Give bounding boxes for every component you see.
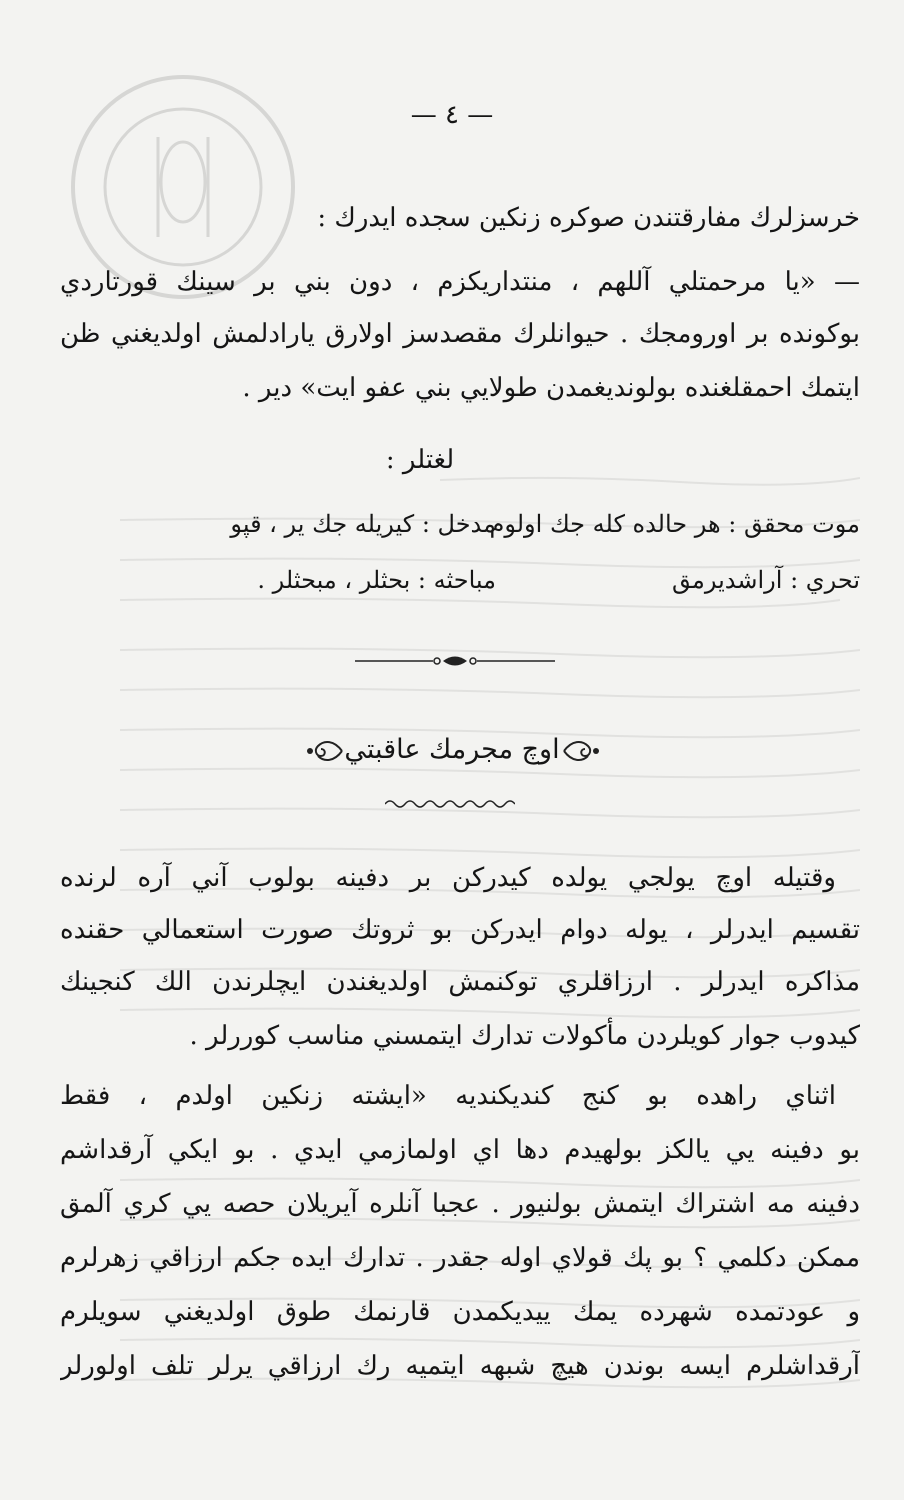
glossary-definition: بحثلر ، مبحثلر . (257, 566, 411, 594)
text-line: دفينه مه اشتراك ايتمش بولنيور . عجبا آنلره آيريلان حصه يي كري آلمق (60, 1189, 860, 1219)
page-number: — ٤ — (410, 100, 494, 130)
text-line: خرسزلرك مفارقتندن صوكره زنكين سجده ايدرك : (317, 203, 860, 233)
glossary-entry (489, 506, 860, 542)
text-line: مذاكره ايدرلر . ارزاقلري توكنمش اولديغندن ايچلرندن الك كنجينك (60, 967, 860, 997)
glossary-entry (672, 562, 860, 598)
glossary-definition: هر حالده كله جك اولوم (489, 510, 721, 538)
text-line: ممكن دكلمي ؟ بو پك قولاي اوله جقدر . تدارك ايده جكم ارزاقي زهرلرم (60, 1243, 860, 1273)
text-line: تقسيم ايدرلر ، يوله دوام ايدركن بو ثروتك صورت استعمالي حقنده (60, 915, 860, 945)
section-title: اوچ مجرمك عاقبتي (344, 734, 560, 765)
text-line: اثناي راهده بو كنج كنديكنديه «ايشته زنكين اولدم ، فقط (60, 1081, 836, 1111)
glossary-entry (230, 506, 496, 542)
wavy-underline-icon (385, 798, 515, 810)
text-line: وقتيله اوچ يولجي يولده كيدركن بر دفينه بولوب آني آره لرنده (60, 863, 836, 893)
text-line: و عودتمده شهرده يمك ييديكمدن قارنمك طوق اولديغني سويلرم (60, 1297, 860, 1327)
ornamental-divider-icon (355, 650, 555, 672)
glossary-term: موت محقق : (721, 510, 860, 538)
glossary-term: مدخل : (414, 510, 496, 538)
text-line: بوكونده بر اورومجك . حيوانلرك مقصدسز اولارق يارادلمش اولديغني ظن (60, 319, 860, 349)
glossary-definition: كيريله جك ير ، قپو (230, 510, 415, 538)
glossary-term: تحري : (782, 566, 860, 594)
fleuron-right-icon (562, 736, 602, 766)
glossary-heading: لغتلر : (385, 445, 455, 475)
glossary-entry (257, 562, 496, 598)
text-line: بو دفينه يي يالكز بولهيدم دها اي اولمازمي ايدي . بو ايكي آرقداشم (60, 1135, 860, 1165)
glossary-term: مباحثه : (410, 566, 496, 594)
text-line: كيدوب جوار كويلردن مأكولات تدارك ايتمسني مناسب كوررلر . (189, 1021, 860, 1051)
text-line: — «يا مرحمتلي آللهم ، منتداريكزم ، دون بني بر سينك قورتاردي (60, 267, 860, 297)
text-line: ايتمك احمقلغنده بولونديغمدن طولايي بني عفو ايت» دير . (242, 373, 860, 403)
text-line: آرقداشلرم ايسه بوندن هيچ شبهه ايتميه رك ارزاقي يرلر تلف اولورلر (60, 1351, 860, 1381)
glossary-definition: آراشديرمق (672, 566, 783, 594)
